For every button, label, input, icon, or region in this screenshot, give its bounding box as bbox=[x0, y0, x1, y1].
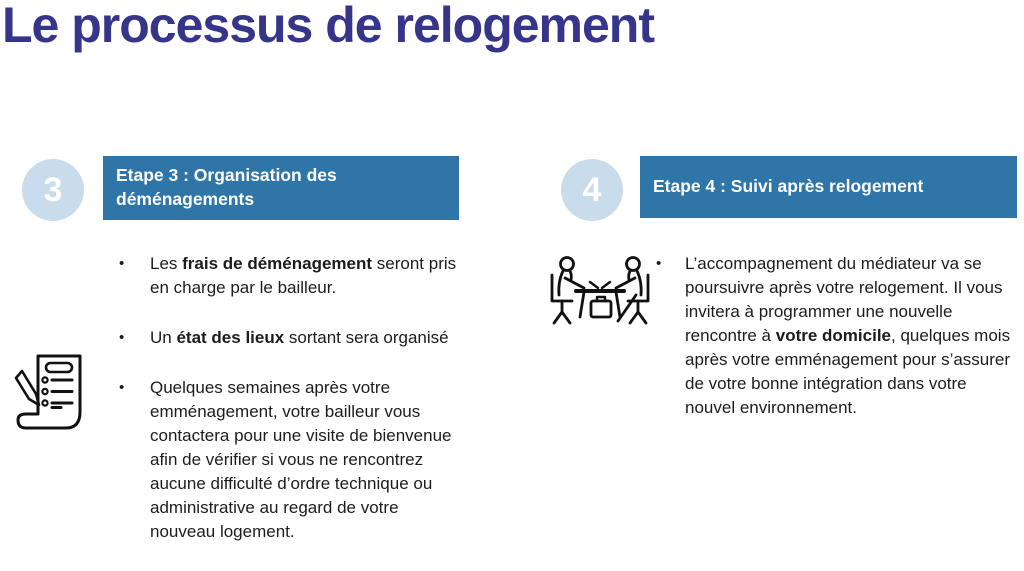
bullet-text: L’accompagnement du médiateur va se poursuivre après votre relogement. Il vous invitera à programmer une nouvelle rencontre à votre domicile, quelques mois après votre emménagement pour s’assurer de votre bonne intégration dans votre nouvel environnement. bbox=[685, 254, 1011, 417]
bullet-dot: • bbox=[119, 255, 125, 272]
bullet-text: Quelques semaines après votre emménagement, votre bailleur vous contactera pour une visite de bienvenue afin de vérifier si vous ne rencontrez aucune difficulté d’ordre technique ou administrative au regard de votre nouveau logement. bbox=[150, 378, 452, 541]
bullet-dot: • bbox=[119, 379, 125, 396]
bullet-text: Les frais de déménagement seront pris en charge par le bailleur. bbox=[150, 254, 457, 297]
step-3-bullet-list bbox=[119, 252, 464, 544]
bullet-dot: • bbox=[119, 329, 125, 346]
step-4-header bbox=[640, 156, 1017, 218]
step-3-header-label: Etape 3 : Organisation des déménagements bbox=[116, 165, 337, 209]
page-title: Le processus de relogement bbox=[2, 0, 655, 53]
checklist-pencil-icon bbox=[14, 350, 86, 434]
meeting-icon bbox=[550, 255, 650, 335]
step-4-header-label: Etape 4 : Suivi après relogement bbox=[653, 176, 924, 197]
bullet-text: Un état des lieux sortant sera organisé bbox=[150, 328, 449, 347]
step-3-number: 3 bbox=[43, 170, 63, 209]
step-4-number-badge bbox=[561, 159, 623, 221]
step-3-number-badge bbox=[22, 159, 84, 221]
step-4-bullet-list bbox=[656, 252, 1018, 420]
step-3-header bbox=[103, 156, 459, 220]
list-item bbox=[119, 376, 464, 544]
step-4-number: 4 bbox=[582, 170, 602, 209]
list-item bbox=[656, 252, 1018, 420]
bullet-dot: • bbox=[656, 255, 662, 272]
list-item bbox=[119, 252, 464, 300]
list-item bbox=[119, 326, 464, 350]
